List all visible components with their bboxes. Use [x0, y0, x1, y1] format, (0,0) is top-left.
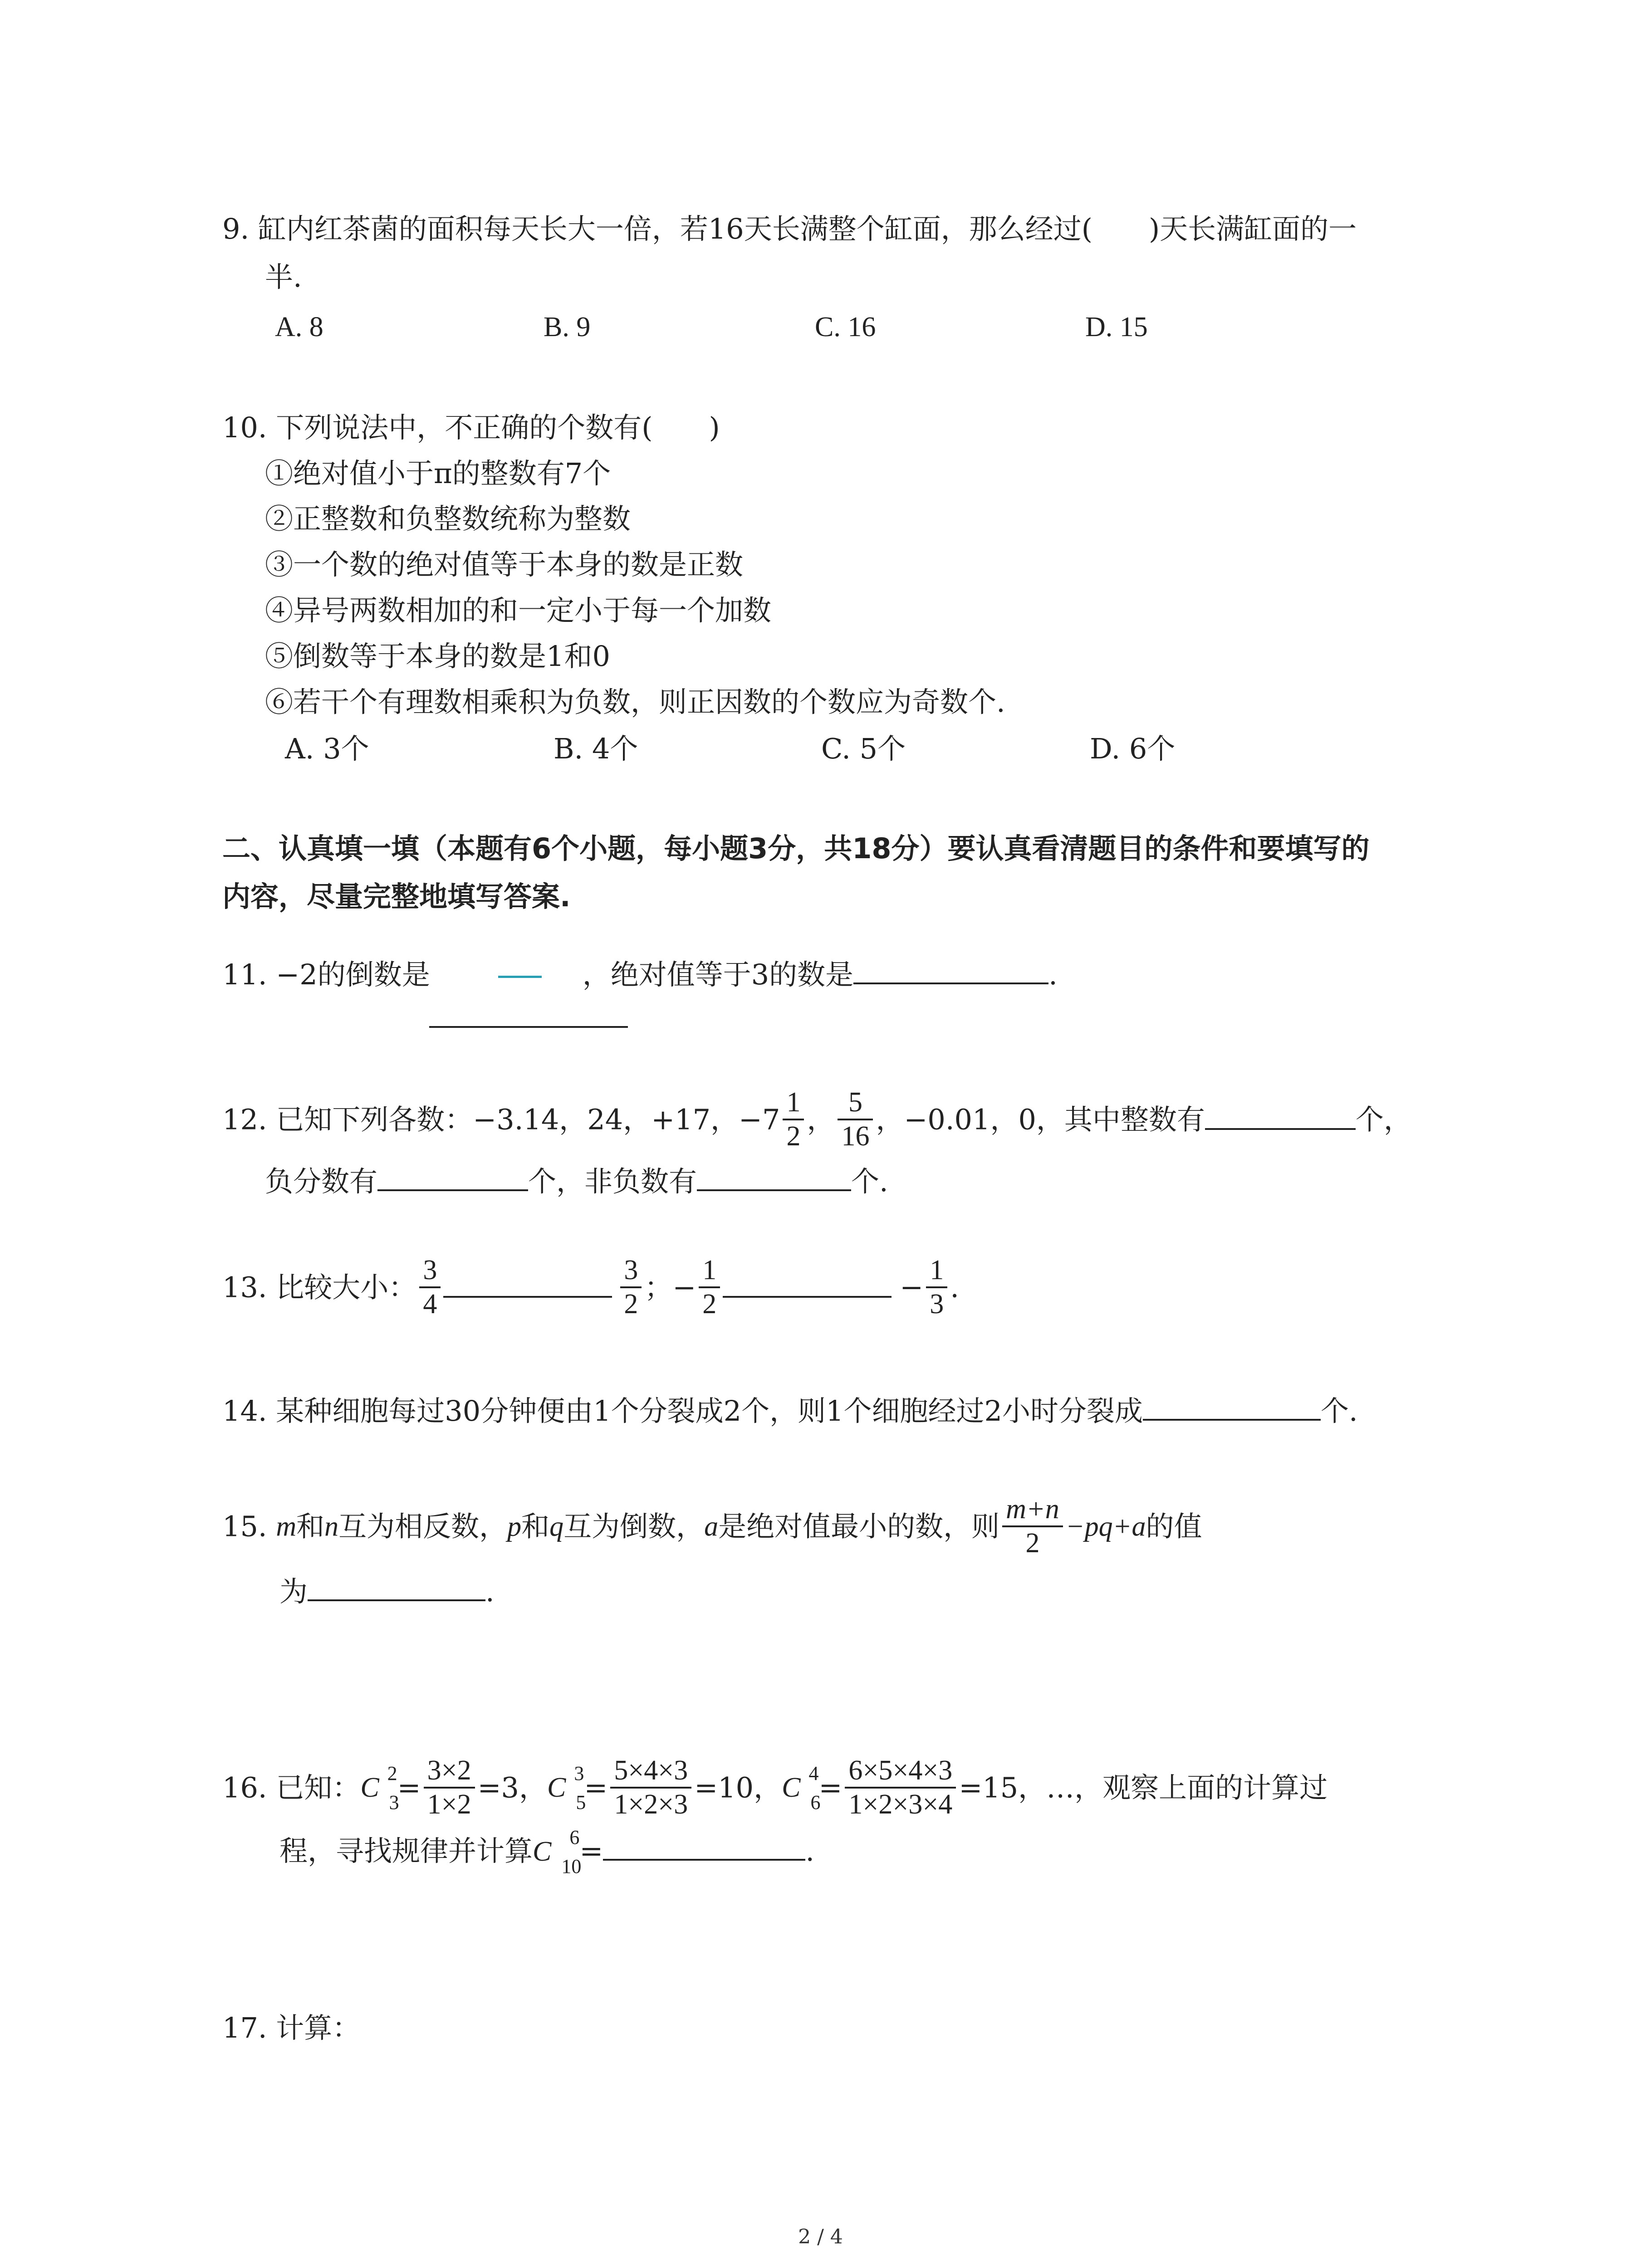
q9-option-c: C. 16	[815, 312, 876, 342]
q11-blank-1[interactable]	[429, 1026, 628, 1028]
q16-line1: 16. 已知：C 2 3 = $\frac{3\times 2}{1\times 2}$ =3，C 3 5 = $\frac{5\times 4\times 3}{1\times 2\times 3}$ =10，C 4 6 = $\frac{6\times 5\times 4\times 3}{1\times 2\times 3\times 4}$ =15，…，观察上面的计算过	[222, 1755, 1327, 1821]
q13-frac-1: $\frac{3}{4}$	[419, 1254, 441, 1321]
q16-line2	[279, 1826, 815, 1877]
q9-option-b: B. 9	[544, 312, 591, 342]
q9-option-d: D. 15	[1085, 312, 1148, 342]
q15-t4: 互为倒数，	[563, 1510, 705, 1543]
q16-comb-3: C 4 6	[782, 1762, 821, 1814]
q9-line2: 半.	[265, 260, 302, 293]
q10-option-d: D. 6个	[1090, 732, 1176, 765]
q15-var-m: m	[276, 1511, 297, 1542]
q12-line2	[265, 1165, 888, 1198]
q15-t3: 和	[521, 1510, 550, 1543]
q12-text-f: 个.	[851, 1165, 888, 1198]
q15-expression: −pq+a	[1065, 1511, 1146, 1542]
q16-end: .	[805, 1834, 815, 1867]
q16-frac-3: $\frac{6\times 5\times 4\times 3}{1\times 2\times 3\times 4}$	[845, 1755, 956, 1821]
q10-option-b: B. 4个	[554, 732, 638, 765]
q12-blank-nonneg[interactable]	[697, 1189, 851, 1191]
q12-blank-integers[interactable]	[1205, 1128, 1356, 1130]
q15-end: .	[485, 1575, 495, 1608]
q16-r3: =15，…，观察上面的计算过	[959, 1771, 1328, 1804]
q15-t5: 是绝对值最小的数，则	[718, 1510, 1000, 1543]
q13-end: .	[950, 1271, 959, 1304]
q16-comb-1: C 2 3	[360, 1762, 399, 1814]
q13-semicolon: ；−	[644, 1271, 696, 1304]
q15-t1: 和	[296, 1510, 325, 1543]
q10-item-1: ①绝对值小于π的整数有7个	[265, 457, 611, 490]
page-number: 2 / 4	[798, 2225, 843, 2248]
q15-var-q: q	[549, 1511, 564, 1542]
q15-line2	[279, 1575, 495, 1608]
section2-heading-line2: 内容，尽量完整地填写答案.	[222, 880, 571, 913]
q10-stem: 10. 下列说法中，不正确的个数有( )	[222, 411, 720, 444]
q15-text-line2: 为	[279, 1575, 308, 1608]
q12-sep: ，	[807, 1103, 835, 1136]
q11-teal-mark	[498, 976, 542, 978]
q10-option-a: A. 3个	[285, 732, 369, 765]
q15-blank[interactable]	[308, 1599, 485, 1601]
q16-blank[interactable]	[603, 1858, 805, 1861]
q12-text-a: 12. 已知下列各数：−3.14，24，+17，−7	[222, 1103, 780, 1136]
q14-line	[222, 1394, 1358, 1427]
q14-text-a: 14. 某种细胞每过30分钟便由1个分裂成2个，则1个细胞经过2小时分裂成	[222, 1394, 1143, 1427]
q13-text-a: 13. 比较大小：	[222, 1271, 417, 1304]
q16-text-a: 16. 已知：	[222, 1771, 361, 1804]
q16-comb-4: C 6 10	[533, 1826, 582, 1877]
q10-item-6: ⑥若干个有理数相乘积为负数，则正因数的个数应为奇数个.	[265, 685, 1005, 719]
q16-frac-1: $\frac{3\times 2}{1\times 2}$	[424, 1755, 475, 1821]
q12-text-e: 个，非负数有	[528, 1165, 697, 1198]
q10-item-4: ④异号两数相加的和一定小于每一个加数	[265, 594, 772, 627]
q13-line	[222, 1254, 959, 1321]
q15-fraction: $\frac{m+n}{2}$	[1002, 1493, 1063, 1560]
q13-frac-2: $\frac{3}{2}$	[620, 1254, 642, 1321]
q16-r1: =3，	[477, 1771, 547, 1804]
q15-line1	[222, 1493, 1202, 1560]
q12-text-b: ，−0.01，0，其中整数有	[876, 1103, 1205, 1136]
q11-blank-2[interactable]	[853, 982, 1048, 984]
q15-t7: 的值	[1146, 1510, 1202, 1543]
q12-blank-neg-fractions[interactable]	[377, 1189, 528, 1191]
q10-item-2: ②正整数和负整数统称为整数	[265, 502, 631, 535]
q13-frac-3: $\frac{1}{2}$	[699, 1254, 720, 1321]
q13-blank-1[interactable]	[443, 1295, 612, 1298]
q12-text-c: 个，	[1355, 1103, 1412, 1136]
q16-comb-2: C 3 5	[547, 1762, 586, 1814]
q13-minus: −	[900, 1271, 924, 1304]
q17-heading: 17. 计算：	[222, 2011, 361, 2044]
q15-var-p: p	[507, 1511, 522, 1542]
q13-frac-4: $\frac{1}{3}$	[926, 1254, 947, 1321]
q14-text-b: 个.	[1321, 1394, 1358, 1427]
q12-fraction: $\frac{5}{16}$	[838, 1086, 873, 1153]
q15-var-a: a	[704, 1511, 719, 1542]
q11-text-a: 11. −2的倒数是	[222, 958, 430, 991]
q10-item-5: ⑤倒数等于本身的数是1和0	[265, 640, 610, 673]
q9-option-a: A. 8	[275, 312, 323, 342]
q12-text-d: 负分数有	[265, 1165, 378, 1198]
q16-text-line2: 程，寻找规律并计算	[279, 1834, 533, 1867]
q16-frac-2: $\frac{5\times 4\times 3}{1\times 2\times 3}$	[610, 1755, 691, 1821]
q12-mixed-fraction: $\frac{1}{2}$	[783, 1086, 804, 1153]
q15-text-a: 15.	[222, 1510, 276, 1543]
section2-heading-line1: 二、认真填一填（本题有6个小题，每小题3分，共18分）要认真看清题目的条件和要填写的	[222, 832, 1370, 865]
q11-text-c: .	[1048, 958, 1058, 991]
q16-eq: =	[579, 1834, 603, 1867]
q14-blank[interactable]	[1143, 1418, 1321, 1421]
q11-text-b: ，绝对值等于3的数是	[582, 958, 854, 991]
q10-option-c: C. 5个	[821, 732, 906, 765]
q10-item-3: ③一个数的绝对值等于本身的数是正数	[265, 548, 744, 581]
q11-line1	[222, 958, 1058, 991]
q12-line1	[222, 1086, 1412, 1153]
q15-var-n: n	[324, 1511, 339, 1542]
q16-r2: =10，	[694, 1771, 782, 1804]
q9-line1: 9. 缸内红茶菌的面积每天长大一倍，若16天长满整个缸面，那么经过( )天长满缸面的一	[222, 212, 1357, 245]
q15-t2: 互为相反数，	[338, 1510, 508, 1543]
q13-blank-2[interactable]	[723, 1295, 892, 1298]
